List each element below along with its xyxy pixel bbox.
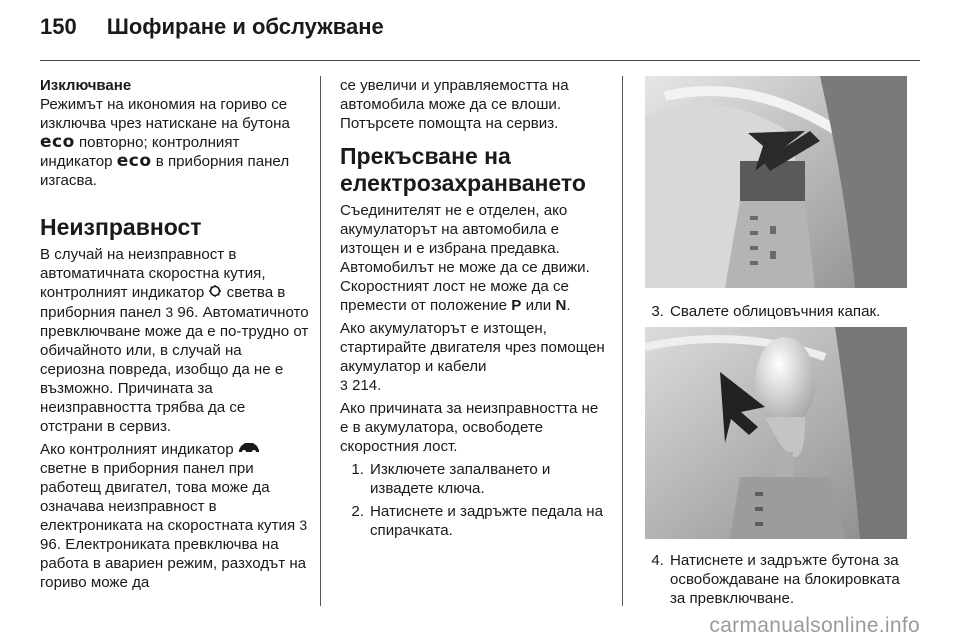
page-header <box>40 14 384 54</box>
list-item <box>642 302 910 321</box>
gear-warning-icon <box>208 284 222 303</box>
text: светва в приборния панел <box>40 284 286 321</box>
gear-p: P <box>511 297 522 314</box>
watermark: carmanualsonline.info <box>709 614 920 637</box>
page-number: 150 <box>40 14 77 39</box>
step-text: Свалете облицовъчния капак. <box>670 303 881 320</box>
paragraph-battery <box>340 201 610 315</box>
text: Режимът на икономия на гориво се изключва чрез натискане на бутона <box>40 96 290 132</box>
page-ref: 214. <box>352 377 382 394</box>
page-ref-icon: 3 <box>299 517 308 534</box>
page-ref: 96. <box>177 303 199 321</box>
list-item <box>342 460 610 498</box>
list-item <box>642 551 910 608</box>
column-divider-right <box>622 76 623 606</box>
text: Съединителят не е отделен, ако акумулаторът на автомобила е изтощен и е избрана предавка. Автомобилът не може да се движи. Скоростният лост не може да се премести от положение <box>340 202 590 314</box>
step-number: 4. <box>651 552 664 569</box>
gear-lever-release-photo <box>645 327 907 539</box>
step-number: 3. <box>651 303 664 320</box>
text: в приборния панел изгасва. <box>40 153 290 189</box>
step-text: Натиснете и задръжте бутона за освобождаване на блокировката за превключване. <box>670 552 900 607</box>
text: или <box>525 297 552 314</box>
step-text: Изключете запалването и извадете ключа. <box>370 461 551 497</box>
text: Електрониката превключва на работа в авариен режим, разходът на гориво може да <box>40 536 307 592</box>
paragraph-continued: се увеличи и управляемостта на автомобила може да се влоши. Потърсете помощта на сервиз. <box>340 77 569 132</box>
step-text: Натиснете и задръжте педала на спирачката. <box>370 503 603 539</box>
page-ref: 96. <box>40 536 61 554</box>
paragraph-indicator <box>40 440 310 593</box>
section-heading-power-loss: Прекъсване на електрозахранването <box>340 143 586 196</box>
text: Ако акумулаторът е изтощен, стартирайте двигателя чрез помощен акумулатор и кабели <box>340 320 605 375</box>
text: Причината за неизправността трябва да се отстрани в сервиз. <box>40 379 246 435</box>
left-column <box>40 76 310 596</box>
eco-indicator-icon: eco <box>116 151 152 171</box>
paragraph-release-lever: Ако причината за неизправността не е в акумулатора, освободете скоростния лост. <box>340 400 599 455</box>
step-number: 2. <box>351 503 364 520</box>
text: повторно; контролният индикатор <box>40 134 240 170</box>
right-column <box>640 76 910 608</box>
paragraph-jump-start <box>340 319 610 395</box>
section-heading-fault: Неизправност <box>40 214 202 240</box>
paragraph-fault <box>40 245 310 436</box>
text: Автоматичното превключване може да е по-трудно от обичайното или, в случай на сериозна повреда, изобщо да не е възможно. <box>40 303 309 397</box>
steps-list <box>342 460 610 540</box>
page-title: Шофиране и обслужване <box>106 14 384 39</box>
text: В случай на неизправност в автоматичната скоростна кутия, контролният индикатор <box>40 246 266 301</box>
header-divider <box>40 60 920 61</box>
column-divider-left <box>320 76 321 606</box>
gear-lever-cover-photo <box>645 76 907 288</box>
gear-n: N <box>555 297 567 314</box>
text: Ако контролният индикатор <box>40 440 234 458</box>
page-ref-icon: 3 <box>165 303 174 320</box>
text: . <box>566 297 571 314</box>
eco-icon: eco <box>40 132 75 152</box>
subsection-title: Изключване <box>40 77 132 94</box>
middle-column <box>340 76 610 544</box>
paragraph-eco-off <box>40 95 310 190</box>
page-ref-icon: 3 <box>340 377 348 393</box>
text: светне в приборния панел при работещ двигател, това може да означава неизправност в електрониката на скоростната кутия <box>40 460 296 535</box>
list-item <box>342 502 610 540</box>
step-number: 1. <box>351 461 364 478</box>
car-warning-icon <box>238 440 260 459</box>
